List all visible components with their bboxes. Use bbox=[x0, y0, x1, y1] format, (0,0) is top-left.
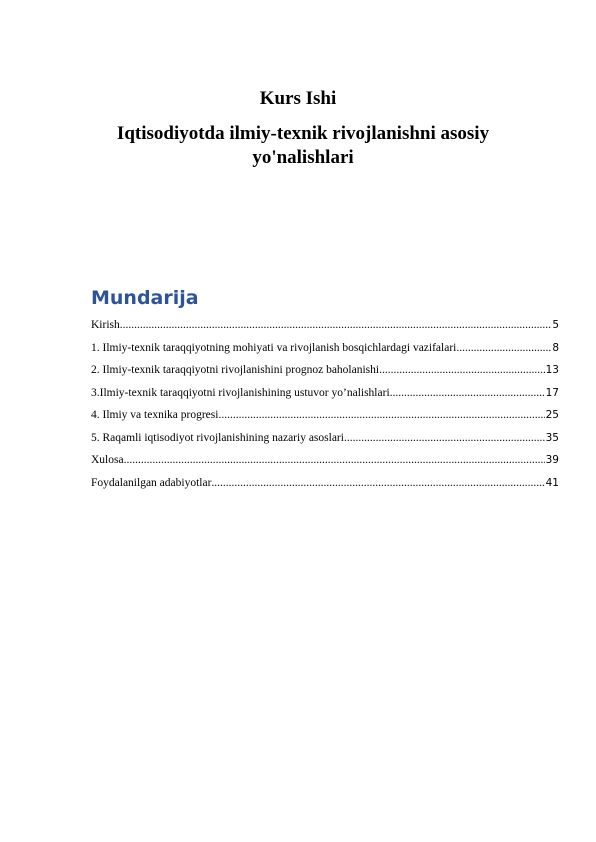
toc-page-number: 35 bbox=[545, 431, 559, 444]
toc-entry-text: Foydalanilgan adabiyotlar bbox=[91, 476, 212, 489]
toc-page-number: 13 bbox=[545, 364, 559, 376]
toc-dot-leader bbox=[218, 408, 544, 422]
toc-dot-leader bbox=[344, 431, 545, 445]
toc-dot-leader bbox=[211, 476, 544, 490]
toc-page-number: 39 bbox=[545, 454, 559, 466]
toc-entry-chapter-5[interactable] bbox=[91, 431, 559, 454]
toc-page-number: 41 bbox=[545, 476, 559, 489]
toc-entry-chapter-2[interactable] bbox=[91, 363, 559, 386]
toc-entry-references[interactable] bbox=[91, 476, 559, 499]
toc-entry-text: 5. Raqamli iqtisodiyot rivojlanishining nazariy asoslari bbox=[91, 431, 344, 444]
toc-entry-xulosa[interactable] bbox=[91, 453, 559, 476]
toc-entry-chapter-3[interactable] bbox=[91, 386, 559, 409]
toc-entry-text: 4. Ilmiy va texnika progresi bbox=[91, 409, 219, 421]
toc-entry-text: 3.Ilmiy-texnik taraqqiyotni rivojlanishining ustuvor yo’nalishlari bbox=[91, 386, 390, 399]
toc-page-number: 17 bbox=[545, 386, 559, 399]
toc-entry-text: Xulosa bbox=[91, 454, 124, 466]
toc-dot-leader bbox=[120, 318, 552, 332]
toc-page-number: 8 bbox=[552, 341, 559, 354]
toc-page-number: 25 bbox=[545, 409, 559, 421]
toc-heading: Mundarija bbox=[91, 287, 199, 309]
toc-entry-chapter-4[interactable] bbox=[91, 408, 559, 431]
document-title: Iqtisodiyotda ilmiy-texnik rivojlanishni asosiy yo'nalishlari bbox=[116, 123, 490, 168]
toc-entry-text: 2. Ilmiy-texnik taraqqiyotni rivojlanishini prognoz baholanishi bbox=[91, 364, 380, 376]
course-label: Kurs Ishi bbox=[259, 88, 337, 109]
toc-entry-chapter-1[interactable] bbox=[91, 341, 559, 364]
toc-dot-leader bbox=[456, 341, 551, 355]
toc-dot-leader bbox=[379, 363, 545, 377]
toc-page-number: 5 bbox=[552, 319, 559, 331]
toc-entry-text: 1. Ilmiy-texnik taraqqiyotning mohiyati va rivojlanish bosqichlardagi vazifalari bbox=[91, 341, 457, 354]
toc-dot-leader bbox=[390, 386, 545, 400]
toc-entry-text: Kirish bbox=[91, 319, 120, 331]
table-of-contents bbox=[91, 318, 559, 498]
toc-entry-kirish[interactable] bbox=[91, 318, 559, 341]
toc-dot-leader bbox=[124, 453, 545, 467]
